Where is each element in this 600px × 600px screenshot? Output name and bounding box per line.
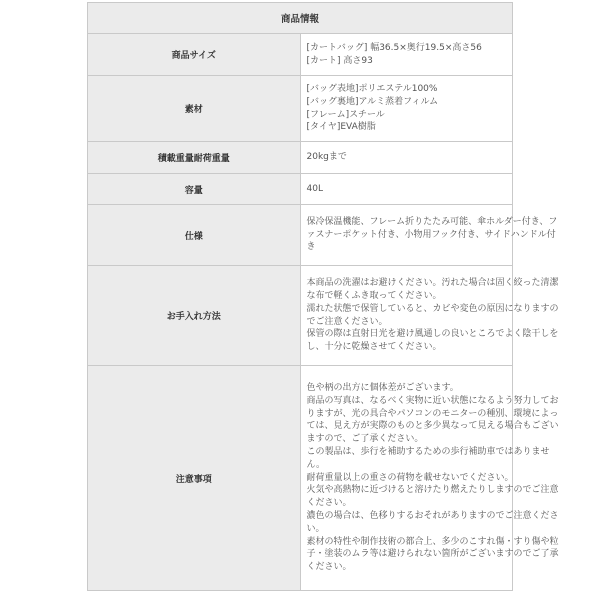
value-line: 40L: [306, 183, 323, 194]
row-value-notes: [300, 366, 559, 591]
value-line: ては、見え方が実際のものと多少異なって見える場合もござい: [306, 421, 559, 432]
value-line: 保冷保温機能、フレーム折りたたみ可能、傘ホルダー付き、フ: [306, 216, 558, 227]
value-line: 火気や高熱物に近づけると溶けたり燃えたりしますのでご注意: [306, 485, 559, 496]
value-line: [カート] 高さ93: [306, 55, 373, 66]
row-value-load: [300, 142, 513, 174]
value-line: ァスナーポケット付き、小物用フック付き、サイドハンドル付: [306, 229, 556, 240]
table-row: [88, 205, 513, 266]
table-row: [88, 266, 513, 366]
table-row: [88, 366, 513, 591]
row-label-capacity: 容量: [88, 174, 301, 205]
value-line: [バッグ裏地]アルミ蒸着フィルム: [306, 96, 439, 107]
table-row: [88, 34, 513, 76]
value-line: き: [306, 242, 316, 253]
value-line: 本商品の洗濯はお避けください。汚れた場合は固く絞った清潔: [306, 278, 559, 289]
value-line: 保管の際は直射日光を避け風通しの良いところでよく陰干しを: [306, 329, 559, 340]
value-line: 濡れた状態で保管していると、カビや変色の原因になりますの: [306, 303, 559, 314]
row-value-spec: [300, 205, 558, 266]
value-line: [カートバッグ] 幅36.5×奥行19.5×高さ56: [306, 42, 482, 53]
value-line: [タイヤ]EVA樹脂: [306, 122, 376, 133]
value-line: な布で軽くふき取ってください。: [306, 290, 442, 301]
title-row: [88, 3, 513, 34]
table-title: 商品情報: [88, 3, 513, 34]
value-line: 20kgまで: [306, 152, 347, 163]
row-label-spec: 仕様: [88, 205, 301, 266]
value-line: でご注意ください。: [306, 316, 388, 327]
value-line: 素材の特性や制作技術の都合上、多少のこすれ傷・すり傷や粒: [306, 536, 559, 547]
value-line: ますので、ご了承ください。: [306, 434, 424, 445]
table-row: [88, 142, 513, 174]
row-label-load: 積載重量耐荷重量: [88, 142, 301, 174]
value-line: 濃色の場合は、色移りするおそれがありますのでご注意くださ: [306, 510, 559, 521]
value-line: [フレーム]スチール: [306, 109, 385, 120]
value-line: ください。: [306, 562, 352, 573]
table-row: [88, 76, 513, 142]
row-value-care: [300, 266, 559, 366]
row-label-care: お手入れ方法: [88, 266, 301, 366]
table-row: [88, 174, 513, 205]
value-line: 商品の写真は、なるべく実物に近い状態になるよう努力してお: [306, 395, 559, 406]
row-label-notes: 注意事項: [88, 366, 301, 591]
row-value-material: [300, 76, 513, 142]
value-line: ん。: [306, 459, 326, 470]
value-line: りますが、光の具合やパソコンのモニターの種別、環境によっ: [306, 408, 559, 419]
value-line: ください。: [306, 498, 352, 509]
value-line: この製品は、歩行を補助するための歩行補助車ではありませ: [306, 447, 550, 457]
row-value-capacity: [300, 174, 513, 205]
value-line: 耐荷重量以上の重さの荷物を載せないでください。: [306, 472, 514, 483]
row-label-size: 商品サイズ: [88, 34, 301, 76]
row-value-size: [300, 34, 513, 76]
product-info-table: [87, 2, 559, 591]
value-line: 子・塗装のムラ等は避けられない箇所がございますのでご了承: [306, 549, 559, 560]
value-line: い。: [306, 523, 325, 534]
value-line: 色や柄の出方に個体差がございます。: [306, 383, 459, 394]
row-label-material: 素材: [88, 76, 301, 142]
value-line: し、十分に乾燥させてください。: [306, 342, 442, 353]
value-line: [バッグ表地]ポリエステル100%: [306, 83, 438, 94]
